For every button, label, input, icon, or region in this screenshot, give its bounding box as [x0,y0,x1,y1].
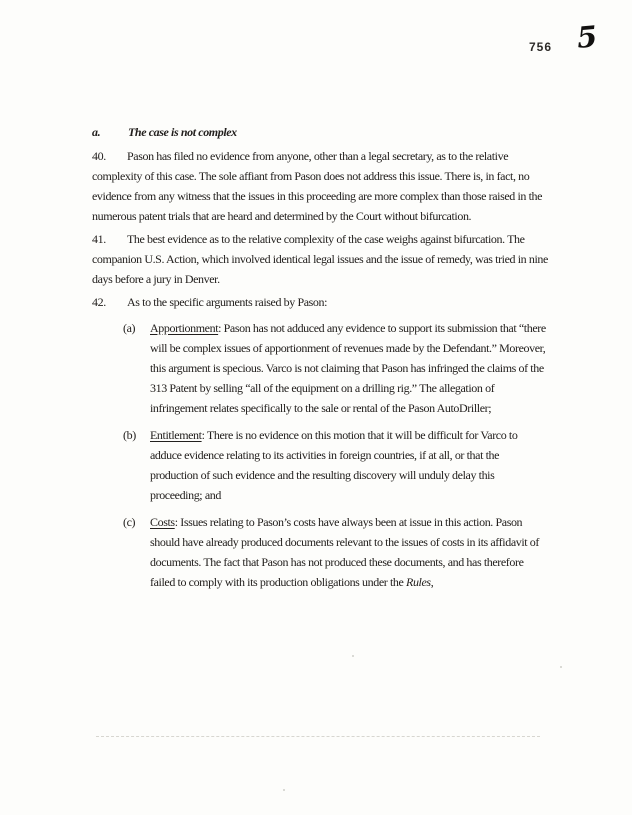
document-body [92,122,550,599]
subparagraph-body: : Pason has not adduced any evidence to support its submission that “there will be complex issues of apportionment of revenues made by the Defendant.” Moreover, this argument is specious. Varco is not claiming that Pason has infringed the claims of the 313 Patent by selling “all of the equipment on a drilling rig.” The allegation of infringement relates specifically to the sale or rental of the Pason AutoDriller; [150,321,546,415]
paragraph-number: 41. [92,232,106,246]
subparagraph-marker: (c) [123,515,136,529]
subparagraph-text [150,512,546,592]
subparagraph-c [123,512,550,592]
subparagraph-marker: (b) [123,428,136,442]
subparagraph-italic-tail: Rules [406,575,431,589]
scan-artifact-dotted-line [96,736,540,737]
scan-speck [352,655,354,657]
paragraph-41 [92,229,550,289]
paragraph-text: Pason has filed no evidence from anyone, other than a legal secretary, as to the relative complexity of this case. The sole affiant from Pason does not address this issue. There is, in fact, no evidence from any witness that the issues in this proceeding are more complex than those raised in the numerous patent trials that are heard and determined by the Court without bifurcation. [92,149,543,223]
section-heading-marker: a. [92,125,101,139]
subparagraph-body: : Issues relating to Pason’s costs have always been at issue in this action. Pason should have already produced documents relevant to the issues of costs in its affidavit of documents. The fact that Pason has not produced these documents, and has therefore failed to comply with its production obligations under the [150,515,540,589]
scan-speck [283,789,285,791]
subparagraph-marker: (a) [123,321,136,335]
subparagraph-b [123,425,550,505]
subparagraph-text [150,318,546,418]
subparagraph-term: Entitlement [150,428,202,442]
subparagraph-term: Apportionment [150,321,219,335]
paragraph-number: 40. [92,149,106,163]
page-number-stamp: 756 [529,40,553,54]
paragraph-42 [92,292,550,312]
paragraph-number: 42. [92,295,106,309]
subparagraph-a [123,318,550,418]
paragraph-text: The best evidence as to the relative complexity of the case weighs against bifurcation. The companion U.S. Action, which involved identical legal issues and the issue of remedy, was tried in nine days before a jury in Denver. [92,232,548,286]
subparagraph-term: Costs [150,515,175,529]
subparagraph-text [150,425,546,505]
section-heading-title: The case is not complex [128,125,237,139]
handwritten-page-number: 5 [575,19,599,55]
section-heading [92,122,550,142]
subparagraph-body: : There is no evidence on this motion that it will be difficult for Varco to adduce evidence relating to its activities in foreign countries, if at all, or that the production of such evidence and the resulting discovery will unduly delay this proceeding; and [150,428,518,502]
scan-speck [560,666,562,668]
subparagraph-tail: , [430,575,434,589]
paragraph-40 [92,146,550,226]
paragraph-text: As to the specific arguments raised by Pason: [127,295,328,309]
